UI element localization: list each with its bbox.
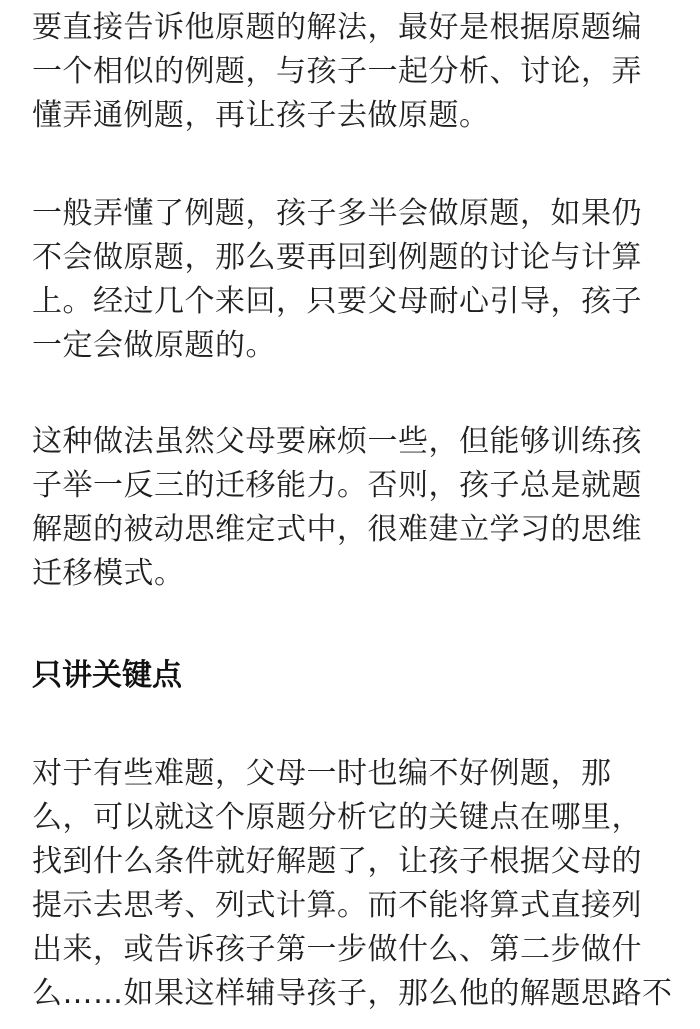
paragraph-line: 解题的被动思维定式中，很难建立学习的思维: [32, 512, 642, 547]
paragraph-line: 懂弄通例题，再让孩子去做原题。: [32, 98, 490, 133]
paragraph-line: 提示去思考、列式计算。而不能将算式直接列: [32, 888, 642, 923]
paragraph-line: 不会做原题，那么要再回到例题的讨论与计算: [32, 240, 642, 275]
paragraph-line: 要直接告诉他原题的解法，最好是根据原题编: [32, 10, 642, 45]
paragraph-line: 子举一反三的迁移能力。否则，孩子总是就题: [32, 468, 642, 503]
paragraph-line: 一般弄懂了例题，孩子多半会做原题，如果仍: [32, 196, 642, 231]
paragraph-line: 上。经过几个来回，只要父母耐心引导，孩子: [32, 284, 642, 319]
paragraph-line: 一个相似的例题，与孩子一起分析、讨论，弄: [32, 54, 642, 89]
paragraph-line: 这种做法虽然父母要麻烦一些，但能够训练孩: [32, 424, 642, 459]
paragraph-line: 一定会做原题的。: [32, 328, 276, 363]
paragraph-line: 找到什么条件就好解题了，让孩子根据父母的: [32, 844, 642, 879]
section-heading: 只讲关键点: [32, 658, 182, 693]
paragraph-line: 么……如果这样辅导孩子，那么他的解题思路不: [32, 976, 673, 1011]
paragraph-line: 迁移模式。: [32, 556, 185, 591]
bottom-fade: [0, 1019, 700, 1029]
paragraph-line: 出来，或告诉孩子第一步做什么、第二步做什: [32, 932, 642, 967]
paragraph-line: 对于有些难题，父母一时也编不好例题，那: [32, 756, 612, 791]
paragraph-line: 么，可以就这个原题分析它的关键点在哪里，: [32, 800, 642, 835]
